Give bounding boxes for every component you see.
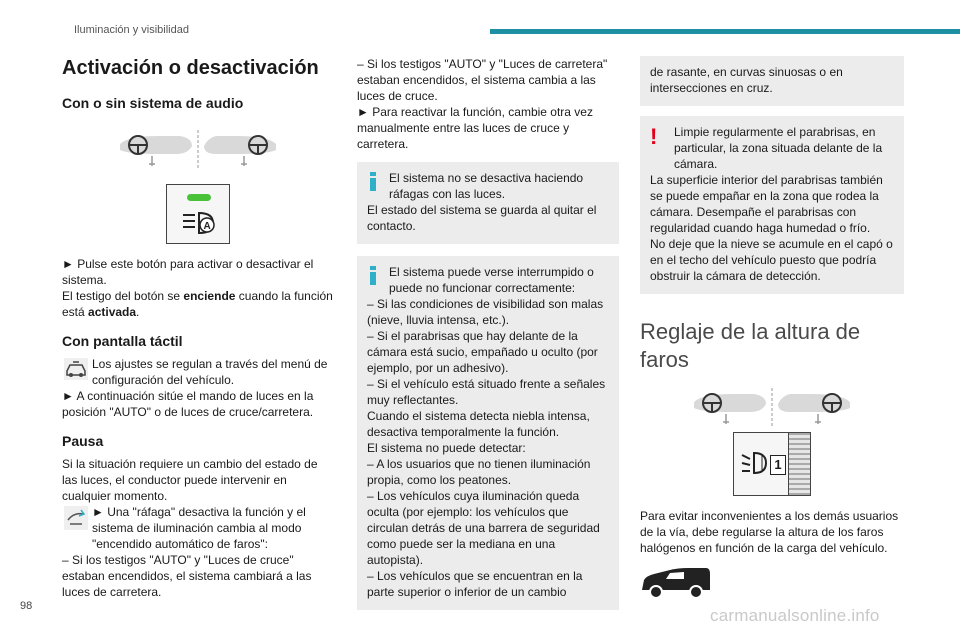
page-number: 98 <box>20 600 33 612</box>
warning-text: La superficie interior del parabrisas también se puede empañar en la zona que rodea la cámara. Desempañe el parabrisas con regularidad cuando haga humedad o frío. <box>650 173 883 235</box>
paragraph: Los ajustes se regulan a través del menú de configuración del vehículo. <box>92 357 328 387</box>
watermark: carmanualsonline.info <box>710 606 880 625</box>
led-indicator <box>187 194 211 201</box>
note-text: El estado del sistema se guarda al quitar el contacto. <box>367 203 597 233</box>
van-icon <box>640 566 712 600</box>
note-text: de rasante, en curvas sinuosas o en intersecciones en cruz. <box>650 65 843 95</box>
steering-wheel-stalks-icon <box>62 128 334 172</box>
info-icon <box>369 266 377 286</box>
warning-note <box>640 116 904 294</box>
note-text: El sistema no se desactiva haciendo ráfagas con las luces. <box>389 171 584 201</box>
auto-high-beam-button[interactable] <box>166 184 230 244</box>
paragraph: – Si los testigos "AUTO" y "Luces de cruce" estaban encendidos, el sistema cambiará a las luces de carretera. <box>62 553 312 599</box>
subsection-audio: Con o sin sistema de audio <box>62 95 244 111</box>
subsection-pause: Pausa <box>62 433 104 449</box>
paragraph: Si la situación requiere un cambio del estado de las luces, el conductor puede intervenir en cualquier momento. <box>62 457 318 503</box>
note-text: – Los vehículos cuya iluminación queda oculta (por ejemplo: los vehículos que circulan detrás de una barrera de seguridad como puede ser la mediana en una autopista). <box>367 489 600 567</box>
steering-wheel-icon <box>118 128 278 172</box>
info-note-continued <box>640 56 904 106</box>
note-text: – A los usuarios que no tienen iluminación propia, como los peatones. <box>367 457 591 487</box>
info-note <box>357 256 619 610</box>
info-note <box>357 162 619 244</box>
section-title-headlamp: Reglaje de la altura de faros <box>640 319 861 372</box>
note-text: – Si el vehículo está situado frente a señales muy reflectantes. <box>367 377 606 407</box>
info-icon <box>369 172 377 192</box>
steering-wheel-stalks-icon <box>640 386 904 430</box>
dial-position-value: 1 <box>770 455 786 475</box>
paragraph: ► Una "ráfaga" desactiva la función y el sistema de iluminación cambia al modo "encendido automático de faros": <box>92 505 306 551</box>
vehicle-settings-icon <box>64 358 88 380</box>
steering-wheel-icon <box>692 386 852 430</box>
column-3 <box>640 56 904 605</box>
svg-text:A: A <box>203 221 211 232</box>
note-text: – Si las condiciones de visibilidad son malas (nieve, lluvia intensa, etc.). <box>367 297 604 327</box>
note-text: El sistema puede verse interrumpido o puede no funcionar correctamente: <box>389 265 594 295</box>
note-text: El sistema no puede detectar: <box>367 441 526 455</box>
headlamp-height-dial[interactable] <box>733 432 811 496</box>
header-accent-bar <box>490 29 960 34</box>
paragraph: ► Para reactivar la función, cambie otra vez manualmente entre las luces de cruce y carretera. <box>357 105 593 151</box>
paragraph: El testigo del botón se enciende cuando la función está activada. <box>62 289 333 319</box>
column-2 <box>357 56 619 610</box>
subsection-touchscreen: Con pantalla táctil <box>62 333 183 349</box>
running-header: Iluminación y visibilidad <box>74 24 189 36</box>
paragraph: Para evitar inconvenientes a los demás usuarios de la vía, debe regularse la altura de los faros halógenos en función de la carga del vehículo. <box>640 509 899 555</box>
note-text: – Si el parabrisas que hay delante de la cámara está sucio, empañado u oculto (por ejemplo, por un adhesivo). <box>367 329 598 375</box>
dial-wheel[interactable] <box>788 433 810 495</box>
flash-lights-icon <box>64 506 88 530</box>
auto-headlight-icon <box>179 211 219 235</box>
note-text: Cuando el sistema detecta niebla intensa, desactiva temporalmente la función. <box>367 409 590 439</box>
warning-icon: ! <box>650 124 658 149</box>
warning-text: Limpie regularmente el parabrisas, en particular, la zona situada delante de la cámara. <box>674 125 883 171</box>
paragraph: – Si los testigos "AUTO" y "Luces de carretera" estaban encendidos, el sistema cambia a las luces de cruce. <box>357 57 608 103</box>
column-1 <box>62 56 334 600</box>
section-title: Activación o desactivación <box>62 57 319 79</box>
note-text: – Los vehículos que se encuentran en la parte superior o inferior de un cambio <box>367 569 583 599</box>
paragraph: ► A continuación sitúe el mando de luces en la posición "AUTO" o de luces de cruce/carretera. <box>62 389 314 419</box>
warning-text: No deje que la nieve se acumule en el capó o en el techo del vehículo puesto que podría obstruir la cámara de detección. <box>650 237 893 283</box>
paragraph: ► Pulse este botón para activar o desactivar el sistema. <box>62 257 314 287</box>
